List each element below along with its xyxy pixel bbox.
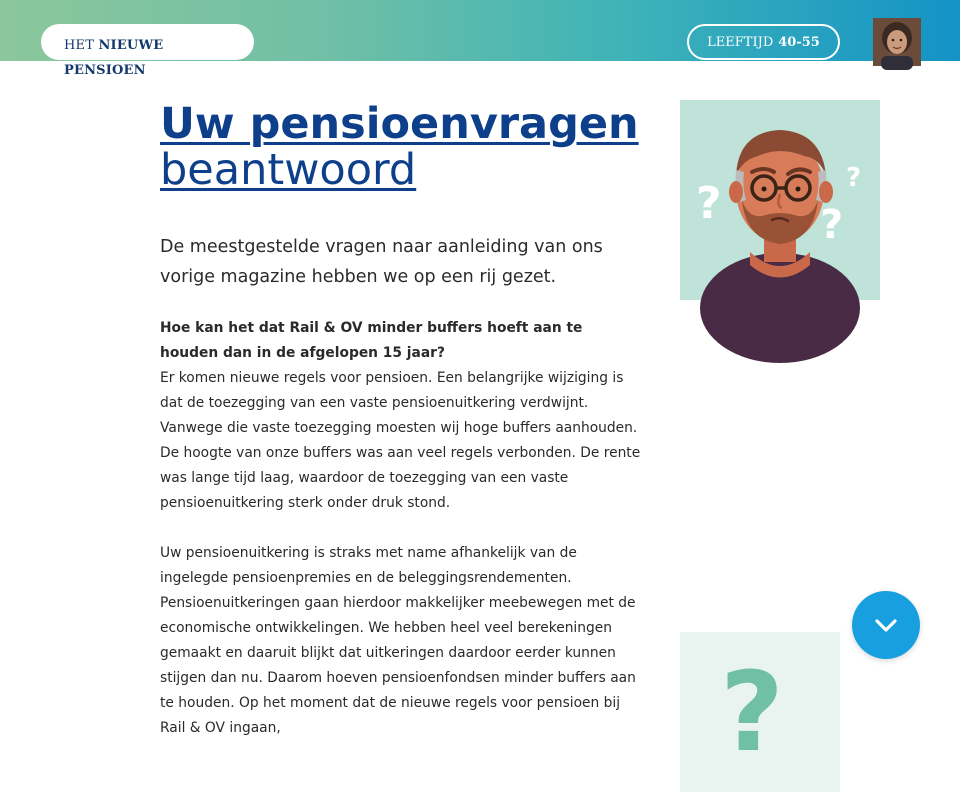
svg-text:?: ? [696, 178, 722, 229]
brand-logo-text[interactable] [64, 33, 214, 83]
intro-text: De meestgestelde vragen naar aanleiding van ons vorige magazine hebben we op een rij gezet. [160, 237, 603, 287]
answer-paragraph-2: Uw pensioenuitkering is straks met name afhankelijk van de ingelegde pensioenpremies en de beleggingsrendementen. Pensioenuitkeringen gaan hierdoor makkelijker meebewegen met de economische ontwikkelingen. We hebben heel veel berekeningen gemaakt en daaruit blijkt dat uitkeringen daardoor eerder kunnen stijgen dan nu. Daarom hoeven pensioenfondsen minder buffers aan te houden. Op het moment dat de nieuwe regels voor pensioen bij Rail & OV ingaan, [160, 545, 636, 736]
answer-block-1 [160, 316, 645, 516]
page-title-link[interactable] [160, 100, 640, 193]
age-label: LEEFTIJD [707, 34, 774, 50]
chevron-down-icon [872, 611, 900, 639]
scroll-down-button[interactable] [852, 591, 920, 659]
brand-strong-1: NIEUWE [98, 38, 164, 53]
user-avatar-icon[interactable] [873, 18, 921, 66]
question-heading: Hoe kan het dat Rail & OV minder buffers hoeft aan te houden dan in de afgelopen 15 jaar? [160, 320, 583, 361]
age-value: 40-55 [778, 34, 820, 50]
question-mark-illustration [680, 632, 840, 792]
svg-text:?: ? [820, 202, 844, 248]
svg-text:?: ? [846, 163, 862, 193]
page-title-line-2: beantwoord [160, 145, 417, 195]
page-title-line-1: Uw pensioenvragen [160, 99, 639, 149]
question-mark-icon: ? [720, 648, 784, 776]
article-body [160, 316, 645, 766]
age-group-button[interactable] [687, 24, 840, 60]
page-title[interactable] [160, 100, 640, 193]
brand-strong-2: PENSIOEN [64, 63, 146, 78]
man-with-questions-illustration [680, 100, 880, 300]
answer-paragraph-1: Er komen nieuwe regels voor pensioen. Een belangrijke wijziging is dat de toezegging van een vaste pensioenuitkering verdwijnt. Vanwege die vaste toezegging moesten wij hoge buffers aanhouden. De hoogte van onze buffers was aan veel regels verbonden. De rente was lange tijd laag, waardoor de toezegging van een vaste pensioenuitkering sterk onder druk stond. [160, 370, 641, 511]
brand-prefix: HET [64, 38, 95, 53]
